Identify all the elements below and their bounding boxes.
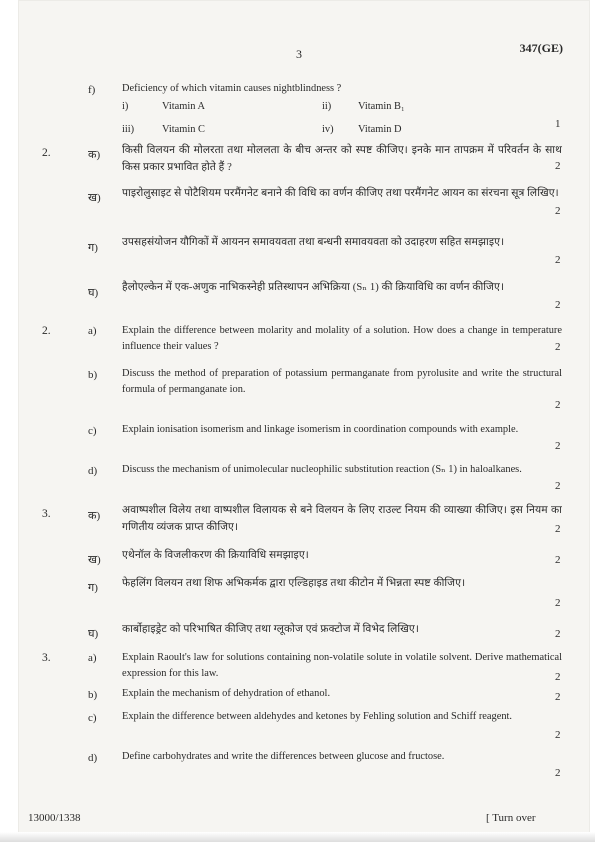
question-label: d) (88, 752, 98, 764)
question-text: Explain the mechanism of dehydration of ethanol. (122, 688, 331, 699)
marks: 2 (555, 628, 561, 640)
question-label: b) (88, 369, 98, 381)
option-number: iii) (122, 124, 135, 135)
question-number: 2. (42, 325, 51, 337)
page-bottom-edge (0, 832, 595, 842)
question-label: a) (88, 652, 97, 664)
question-number: 2. (42, 147, 51, 159)
option-number: i) (122, 101, 129, 112)
question-number: 3. (42, 652, 51, 664)
marks: 2 (555, 767, 561, 779)
question-label: घ) (88, 628, 99, 640)
question-label: क) (88, 149, 101, 161)
marks: 2 (555, 341, 561, 353)
question-text: Explain Raoult's law for solutions containing non-volatile solute in volatile solvent. Derive mathematical expression for this law. (122, 652, 562, 679)
question-label: ग) (88, 242, 98, 254)
question-text: अवाष्पशील विलेय तथा वाष्पशील विलायक से बने विलयन के लिए राउल्ट नियम की व्याख्या कीजिए। इस नियम का गणितीय व्यंजक प्राप्त कीजिए। (122, 505, 562, 533)
question-text: Discuss the mechanism of unimolecular nucleophilic substitution reaction (Sₙ 1) in haloalkanes. (122, 464, 522, 475)
question-label: b) (88, 689, 98, 701)
marks: 2 (555, 597, 561, 609)
question-label: d) (88, 465, 98, 477)
question-text: Explain ionisation isomerism and linkage isomerism in coordination compounds with example. (122, 424, 519, 435)
option-text: Vitamin B₁ (358, 101, 405, 112)
question-text: कार्बोहाइड्रेट को परिभाषित कीजिए तथा ग्लूकोज एवं फ्रक्टोज में विभेद लिखिए। (122, 624, 419, 635)
option-text: Vitamin D (358, 124, 402, 135)
option-text: Vitamin C (162, 124, 205, 135)
marks: 2 (555, 399, 561, 411)
question-text: Explain the difference between aldehydes and ketones by Fehling solution and Schiff reagent. (122, 711, 513, 722)
marks: 2 (555, 254, 561, 266)
question-label: f) (88, 84, 96, 96)
question-text: एथेनॉल के विजलीकरण की क्रियाविधि समझाइए। (122, 550, 309, 561)
marks: 2 (555, 671, 561, 683)
marks: 2 (555, 691, 561, 703)
question-text: हैलोएल्केन में एक-अणुक नाभिकस्नेही प्रतिस्थापन अभिक्रिया (Sₙ 1) की क्रियाविधि का वर्णन कीजिए। (122, 282, 505, 293)
question-text: किसी विलयन की मोलरता तथा मोललता के बीच अन्तर को स्पष्ट कीजिए। इनके मान तापक्रम में परिवर्तन के साथ किस प्रकार प्रभावित होते हैं ? (122, 145, 562, 173)
question-number: 3. (42, 508, 51, 520)
marks: 2 (555, 523, 561, 535)
question-label: घ) (88, 287, 99, 299)
question-text: उपसहसंयोजन यौगिकों में आयनन समावयवता तथा बन्धनी समावयवता को उदाहरण सहित समझाइए। (122, 237, 505, 248)
marks: 2 (555, 554, 561, 566)
question-label: a) (88, 325, 97, 337)
option-number: iv) (322, 124, 334, 135)
question-text: Explain the difference between molarity and molality of a solution. How does a change in temperature influence their values ? (122, 325, 562, 352)
question-label: ख) (88, 192, 101, 204)
marks: 2 (555, 299, 561, 311)
question-text: Deficiency of which vitamin causes nightblindness ? (122, 83, 342, 94)
marks: 2 (555, 160, 561, 172)
question-label: c) (88, 712, 97, 724)
turn-over: [ Turn over (486, 812, 536, 824)
question-text: Define carbohydrates and write the differences between glucose and fructose. (122, 751, 445, 762)
footer-code: 13000/1338 (28, 812, 81, 824)
question-label: ग) (88, 582, 98, 594)
option-text: Vitamin A (162, 101, 205, 112)
page-number: 3 (296, 47, 302, 61)
question-label: ख) (88, 554, 101, 566)
option-number: ii) (322, 101, 332, 112)
paper-code: 347(GE) (519, 41, 563, 55)
marks: 1 (555, 118, 561, 130)
question-text: फेहलिंग विलयन तथा शिफ अभिकर्मक द्वारा एल्डिहाइड तथा कीटोन में भिन्नता स्पष्ट कीजिए। (122, 578, 466, 589)
question-label: क) (88, 510, 101, 522)
question-text: Discuss the method of preparation of potassium permanganate from pyrolusite and write the structural formula of permanganate ion. (122, 368, 562, 395)
question-text: पाइरोलुसाइट से पोटैशियम परमैंगनेट बनाने की विधि का वर्णन कीजिए तथा परमैंगनेट आयन का संरचना सूत्र लिखिए। (122, 188, 559, 199)
marks: 2 (555, 440, 561, 452)
marks: 2 (555, 729, 561, 741)
question-label: c) (88, 425, 97, 437)
marks: 2 (555, 205, 561, 217)
marks: 2 (555, 480, 561, 492)
